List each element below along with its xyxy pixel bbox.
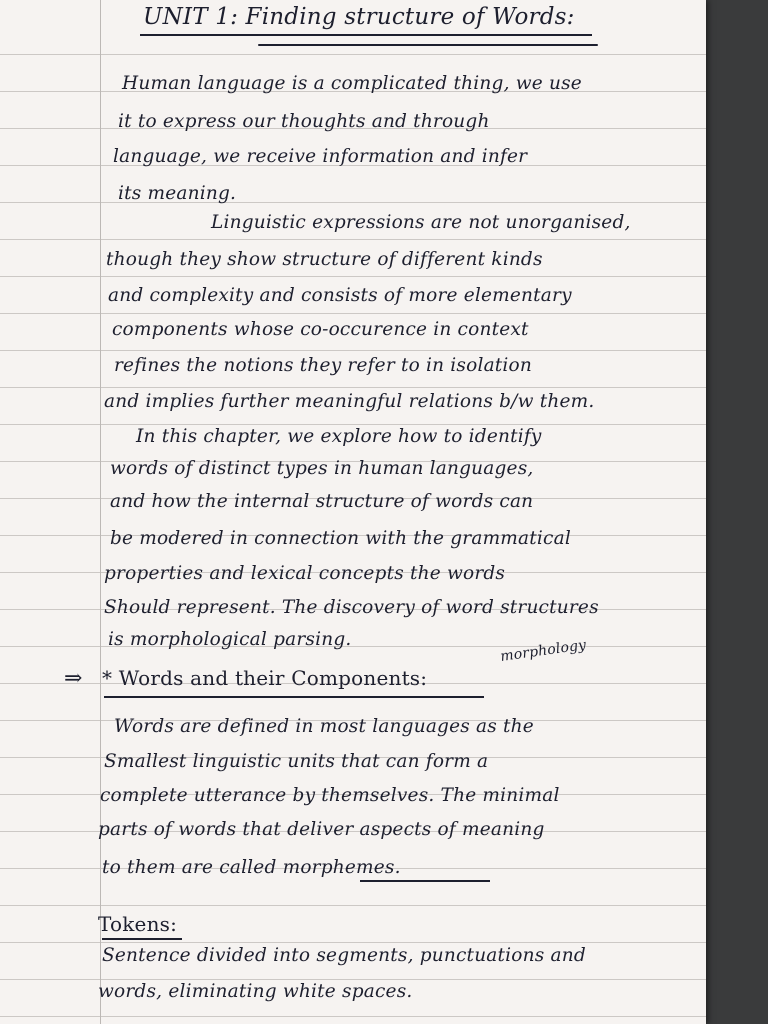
text-line-14: be modered in connection with the grammatical — [110, 528, 571, 549]
text-line-10: and implies further meaningful relations b/w them. — [104, 391, 595, 412]
token-line-1: Sentence divided into segments, punctuations and — [102, 945, 586, 966]
margin-note-morphology: morphology — [499, 637, 588, 665]
title-underline-decor — [258, 44, 598, 46]
section-line-1: Words are defined in most languages as the — [114, 716, 534, 737]
text-line-1: Human language is a complicated thing, we use — [122, 73, 582, 94]
section-line-4: parts of words that deliver aspects of meaning — [98, 819, 545, 840]
text-line-16: Should represent. The discovery of word structures — [104, 597, 599, 618]
text-line-12: words of distinct types in human languages, — [110, 458, 534, 479]
text-line-7: and complexity and consists of more elementary — [108, 285, 572, 306]
arrow-icon: ⇒ — [64, 666, 83, 691]
text-line-6: though they show structure of different kinds — [106, 249, 543, 270]
tokens-heading: Tokens: — [98, 912, 178, 936]
text-line-5: Linguistic expressions are not unorganised, — [211, 212, 631, 233]
margin-line — [100, 0, 101, 1024]
text-line-13: and how the internal structure of words can — [110, 491, 534, 512]
section-heading: * Words and their Components: — [102, 666, 428, 690]
text-line-15: properties and lexical concepts the words — [104, 563, 506, 584]
section-heading-underline — [104, 696, 484, 698]
page-title: UNIT 1: Finding structure of Words: — [143, 4, 575, 30]
text-line-9: refines the notions they refer to in isolation — [114, 355, 533, 376]
morphemes-underline — [360, 880, 490, 882]
section-line-5: to them are called morphemes. — [102, 857, 401, 878]
section-line-2: Smallest linguistic units that can form a — [104, 751, 489, 772]
section-line-3: complete utterance by themselves. The minimal — [100, 785, 560, 806]
text-line-2: it to express our thoughts and through — [118, 111, 490, 132]
token-line-2: words, eliminating white spaces. — [98, 981, 413, 1002]
tokens-heading-underline — [102, 938, 182, 940]
text-line-3: language, we receive information and infer — [113, 146, 528, 167]
title-underline — [140, 34, 592, 36]
text-line-11: In this chapter, we explore how to identify — [136, 426, 542, 447]
text-line-17: is morphological parsing. — [108, 629, 352, 650]
text-line-4: its meaning. — [118, 183, 237, 204]
text-line-8: components whose co-occurence in context — [112, 319, 529, 340]
